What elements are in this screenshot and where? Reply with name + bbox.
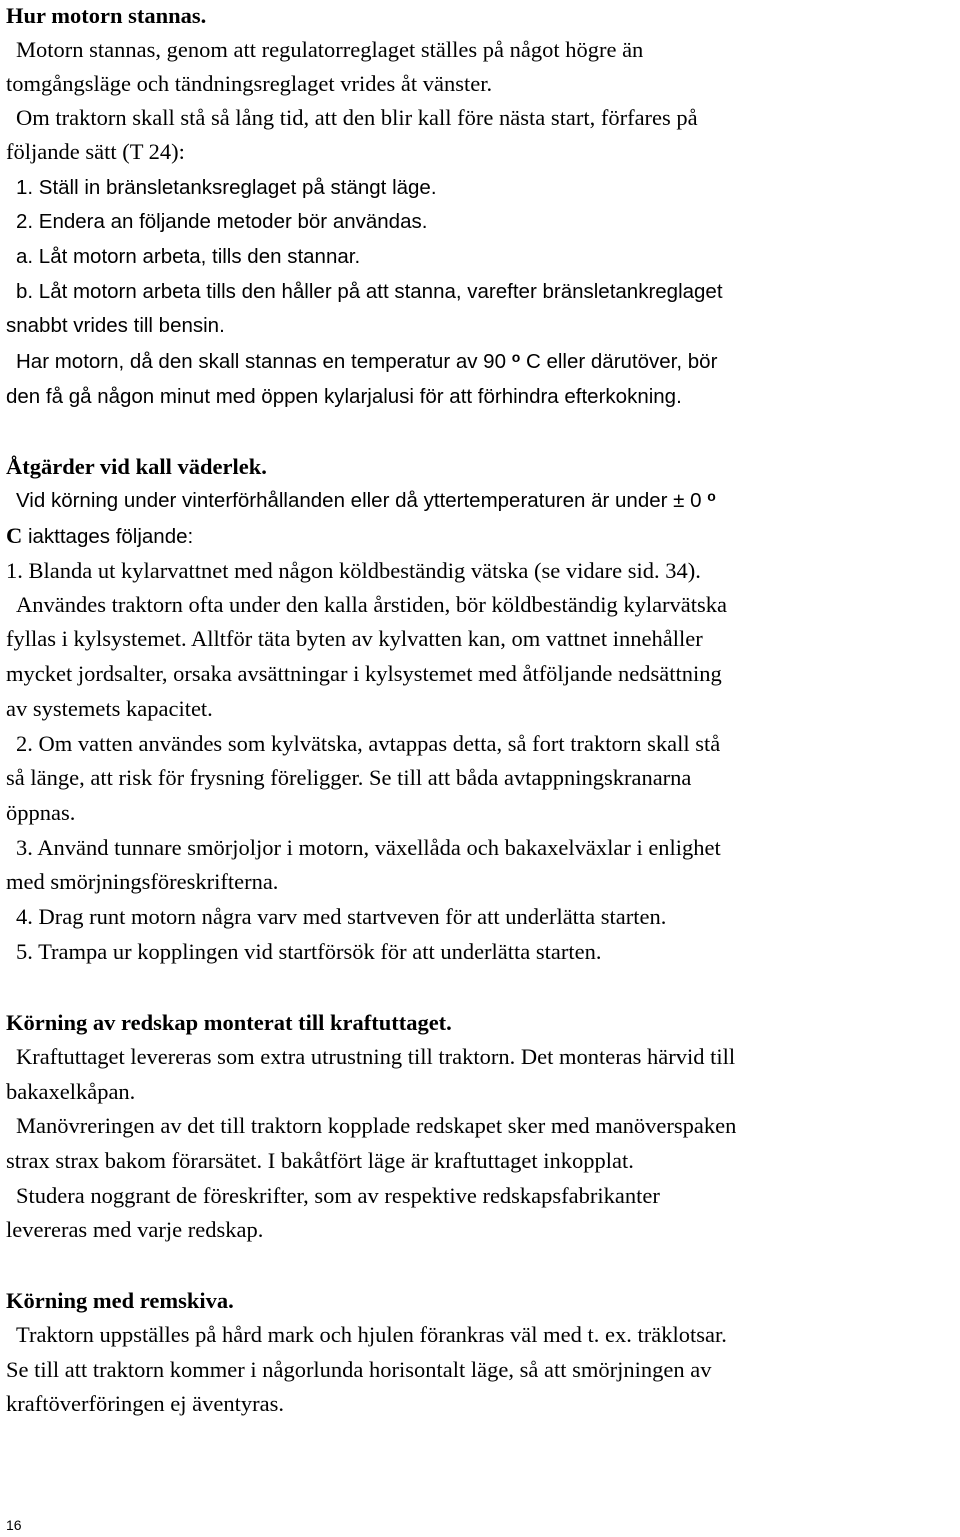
list-item: 4. Drag runt motorn några varv med startveven för att underlätta starten. <box>16 904 667 929</box>
paragraph-line: Användes traktorn ofta under den kalla årstiden, bör köldbeständig kylarvätska <box>16 592 728 617</box>
paragraph-line: Se till att traktorn kommer i någorlunda horisontalt läge, så att smörjningen av <box>6 1357 712 1382</box>
section-heading-stopping-engine: Hur motorn stannas. <box>6 3 207 28</box>
paragraph-line: den få gå någon minut med öppen kylarjalusi för att förhindra efterkokning. <box>6 385 682 408</box>
list-item: 2. Endera an följande metoder bör användas. <box>16 210 428 233</box>
section-heading-belt-pulley: Körning med remskiva. <box>6 1288 234 1313</box>
list-item: 5. Trampa ur kopplingen vid startförsök för att underlätta starten. <box>16 939 602 964</box>
text-span: iakttages följande: <box>27 525 194 548</box>
text-span: C eller därutöver, bör <box>525 350 718 373</box>
paragraph-line: Kraftuttaget levereras som extra utrustning till traktorn. Det monteras härvid till <box>16 1044 736 1069</box>
paragraph-line: bakaxelkåpan. <box>6 1079 136 1104</box>
section-heading-pto-implement: Körning av redskap monterat till kraftuttaget. <box>6 1010 452 1035</box>
paragraph-line: Motorn stannas, genom att regulatorreglaget ställes på något högre än <box>16 37 644 62</box>
paragraph-line: mycket jordsalter, orsaka avsättningar i kylsystemet med åtföljande nedsättning <box>6 661 722 686</box>
paragraph-line <box>16 487 716 514</box>
paragraph-line: fyllas i kylsystemet. Alltför täta byten av kylvatten kan, om vattnet innehåller <box>6 626 703 651</box>
text-span: Har motorn, då den skall stannas en temperatur av 90 <box>16 350 506 373</box>
paragraph-line: tomgångsläge och tändningsreglaget vrides åt vänster. <box>6 71 493 96</box>
paragraph-line: snabbt vrides till bensin. <box>6 314 225 337</box>
paragraph-line <box>6 522 193 550</box>
page-number: 16 <box>6 1517 22 1533</box>
list-item: 1. Blanda ut kylarvattnet med någon köldbeständig vätska (se vidare sid. 34). <box>6 558 701 583</box>
paragraph-line: med smörjningsföreskrifterna. <box>6 869 279 894</box>
section-heading-cold-weather: Åtgärder vid kall väderlek. <box>6 454 267 479</box>
paragraph-line: kraftöverföringen ej äventyras. <box>6 1391 284 1416</box>
paragraph-line: så länge, att risk för frysning föreligger. Se till att båda avtappningskranarna <box>6 765 692 790</box>
paragraph-line: Traktorn uppställes på hård mark och hjulen förankras väl med t. ex. träklotsar. <box>16 1322 727 1347</box>
list-item: a. Låt motorn arbeta, tills den stannar. <box>16 245 361 268</box>
list-item: 1. Ställ in bränsletanksreglaget på stängt läge. <box>16 176 437 199</box>
paragraph-line: Studera noggrant de föreskrifter, som av respektive redskapsfabrikanter <box>16 1183 660 1208</box>
list-item: 3. Använd tunnare smörjoljor i motorn, växellåda och bakaxelväxlar i enlighet <box>16 835 721 860</box>
paragraph-line: levereras med varje redskap. <box>6 1217 264 1242</box>
list-item: 2. Om vatten användes som kylvätska, avtappas detta, så fort traktorn skall stå <box>16 731 721 756</box>
paragraph-line: följande sätt (T 24): <box>6 139 185 164</box>
degree-sign: o <box>707 488 716 504</box>
list-item: b. Låt motorn arbeta tills den håller på att stanna, varefter bränsletankreglaget <box>16 280 723 303</box>
text-span: C <box>6 523 23 548</box>
paragraph-line: strax strax bakom förarsätet. I bakåtfört läge är kraftuttaget inkopplat. <box>6 1148 634 1173</box>
paragraph-line: Manövreringen av det till traktorn kopplade redskapet sker med manöverspaken <box>16 1113 737 1138</box>
degree-sign: o <box>511 349 521 365</box>
paragraph-line <box>16 348 717 375</box>
paragraph-line: Om traktorn skall stå så lång tid, att den blir kall före nästa start, förfares på <box>16 105 698 130</box>
paragraph-line: öppnas. <box>6 800 76 825</box>
paragraph-line: av systemets kapacitet. <box>6 696 213 721</box>
text-span: Vid körning under vinterförhållanden eller då yttertemperaturen är under ± 0 <box>16 489 702 512</box>
